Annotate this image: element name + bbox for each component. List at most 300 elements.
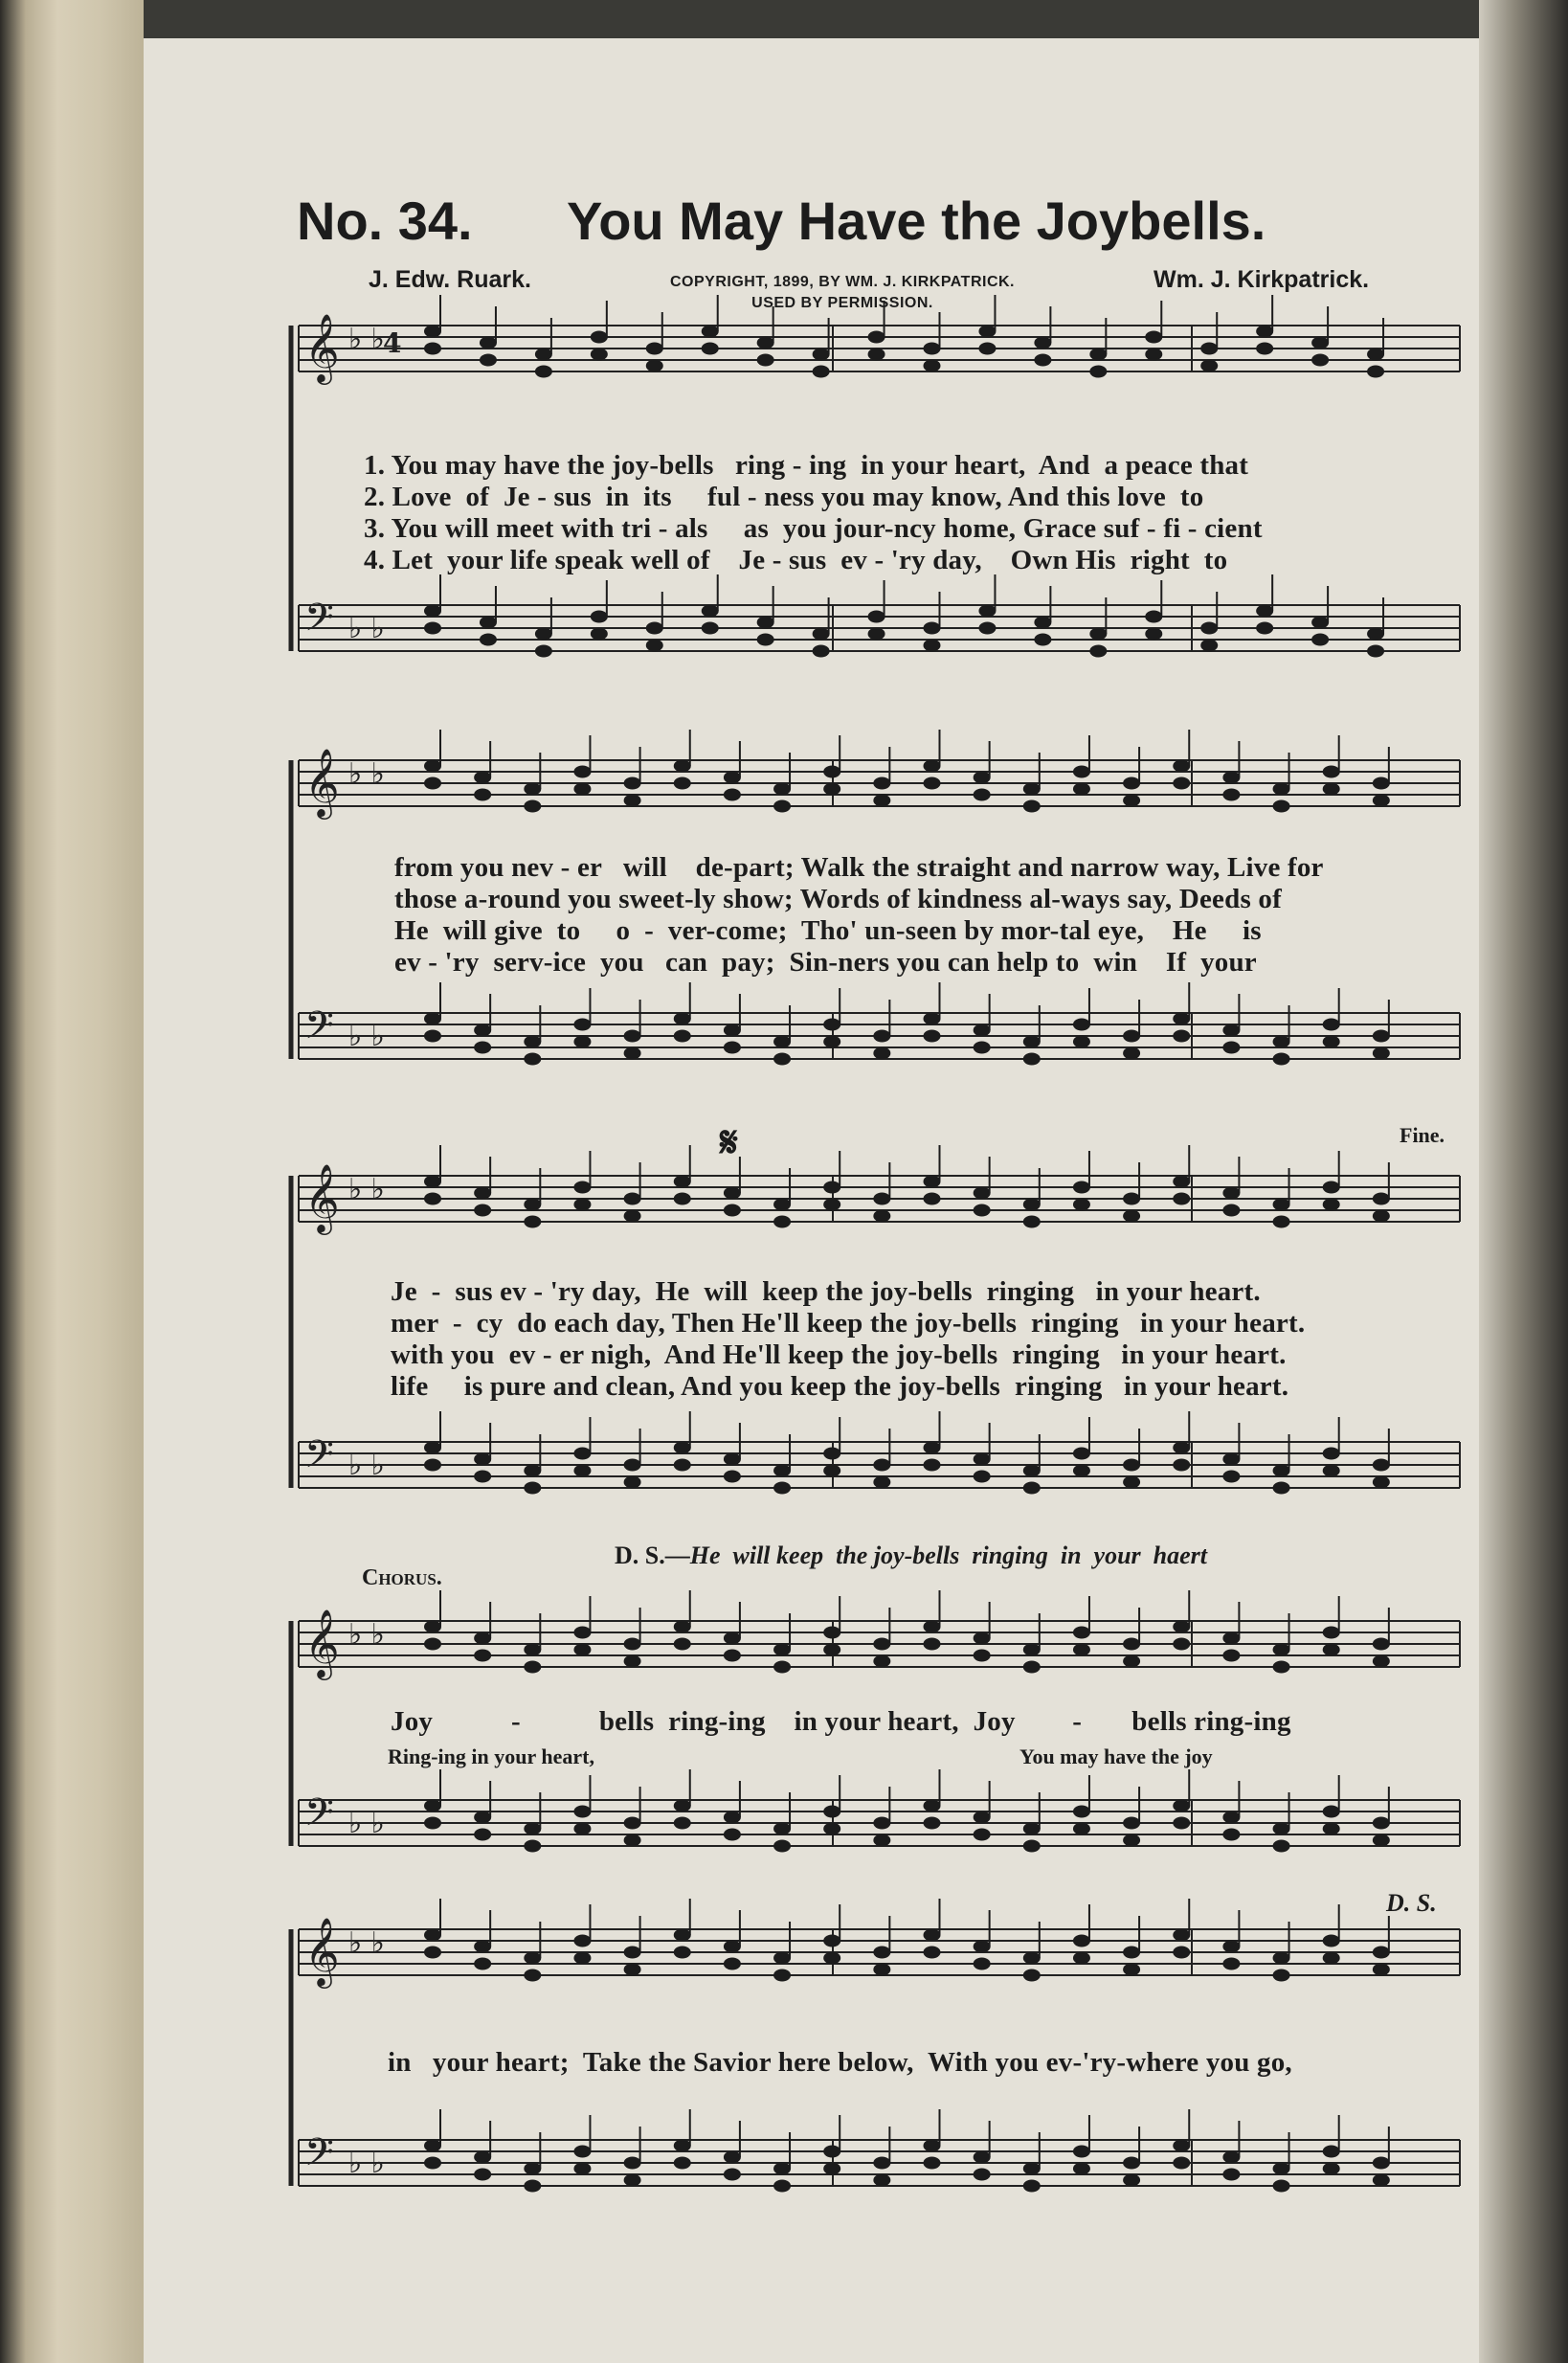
note-head — [624, 1817, 641, 1830]
note-head — [702, 605, 719, 618]
note-head — [1073, 2163, 1090, 2175]
note-head — [924, 760, 941, 773]
note-head — [524, 1840, 541, 1853]
note-head — [1373, 1834, 1390, 1847]
note-head — [1073, 1182, 1090, 1194]
note-head — [480, 337, 497, 349]
note-head — [474, 1829, 491, 1841]
note-head — [474, 1650, 491, 1662]
note-head — [823, 1952, 840, 1965]
note-head — [1123, 1476, 1140, 1489]
note-head — [524, 1199, 541, 1211]
note-head — [1023, 1216, 1041, 1228]
note-head — [1311, 337, 1329, 349]
note-head — [1073, 1823, 1090, 1835]
note-head — [823, 1935, 840, 1947]
note-head — [773, 1199, 791, 1211]
verse-2-line-3: mer - cy do each day, Then He'll keep the joy-bells ringing in your heart. — [391, 1308, 1306, 1339]
verse-4-line-1: 4. Let your life speak well of Je - sus ev - 'ry day, Own His right to — [364, 545, 1228, 575]
note-head — [702, 343, 719, 355]
note-head — [1173, 2140, 1190, 2152]
note-head — [1173, 1013, 1190, 1025]
note-head — [1145, 349, 1162, 361]
note-head — [1323, 1465, 1340, 1477]
note-head — [1034, 634, 1051, 646]
note-head — [1089, 366, 1107, 378]
chorus-label: Chorus. — [362, 1565, 442, 1590]
note-head — [823, 1627, 840, 1639]
note-head — [573, 1182, 591, 1194]
note-head — [1273, 1465, 1290, 1477]
note-head — [724, 1632, 741, 1645]
note-head — [1073, 1036, 1090, 1048]
segno-sign: 𝄋 — [720, 1119, 738, 1166]
note-head — [1273, 1482, 1290, 1495]
note-head — [823, 1823, 840, 1835]
treble-clef: 𝄞 — [304, 747, 340, 817]
dal-segno-instruction — [615, 1542, 1207, 1570]
note-head — [773, 1969, 791, 1982]
note-head — [1373, 1947, 1390, 1959]
note-head — [1023, 1823, 1041, 1835]
note-head — [624, 1947, 641, 1959]
note-head — [480, 354, 497, 367]
note-head — [1023, 1969, 1041, 1982]
note-head — [924, 1442, 941, 1454]
note-head — [1273, 1199, 1290, 1211]
note-head — [591, 349, 608, 361]
note-head — [1023, 1644, 1041, 1656]
note-head — [773, 783, 791, 796]
note-head — [1073, 783, 1090, 796]
note-head — [1373, 1655, 1390, 1668]
note-head — [573, 766, 591, 778]
note-head — [1222, 1812, 1240, 1824]
note-head — [1373, 1459, 1390, 1472]
note-head — [924, 1947, 941, 1959]
note-head — [624, 1210, 641, 1223]
verse-3-line-2: He will give to o - ver-come; Tho' un-seen by mor-tal eye, He is — [394, 915, 1262, 946]
note-head — [524, 1053, 541, 1066]
note-head — [1034, 617, 1051, 629]
note-head — [873, 777, 890, 790]
note-head — [424, 343, 441, 355]
note-head — [424, 1442, 441, 1454]
note-head — [724, 1187, 741, 1200]
note-head — [1323, 1644, 1340, 1656]
note-head — [573, 1199, 591, 1211]
note-head — [474, 1958, 491, 1970]
note-head — [978, 343, 996, 355]
note-head — [573, 1952, 591, 1965]
note-head — [573, 1823, 591, 1835]
note-head — [724, 1042, 741, 1054]
note-head — [424, 1193, 441, 1205]
note-head — [724, 772, 741, 784]
note-head — [724, 1829, 741, 1841]
note-head — [873, 1817, 890, 1830]
note-head — [974, 1632, 991, 1645]
note-head — [1323, 1019, 1340, 1031]
note-head — [480, 634, 497, 646]
note-head — [524, 1482, 541, 1495]
note-head — [424, 605, 441, 618]
note-head — [624, 1030, 641, 1043]
note-head — [535, 366, 552, 378]
alto-cue-lyric: Ring-ing in your heart, — [388, 1744, 594, 1768]
note-head — [524, 783, 541, 796]
key-signature-flats: ♭ ♭ — [348, 1926, 385, 1960]
note-head — [474, 1471, 491, 1483]
note-head — [724, 1471, 741, 1483]
note-head — [823, 1465, 840, 1477]
note-head — [873, 1476, 890, 1489]
note-head — [474, 772, 491, 784]
note-head — [823, 2146, 840, 2158]
note-head — [674, 2157, 691, 2170]
note-head — [702, 622, 719, 635]
note-head — [813, 645, 830, 658]
note-head — [1373, 2174, 1390, 2187]
note-head — [674, 777, 691, 790]
note-head — [1023, 1952, 1041, 1965]
note-head — [823, 1036, 840, 1048]
note-head — [974, 772, 991, 784]
note-head — [573, 783, 591, 796]
note-head — [1323, 1823, 1340, 1835]
note-head — [424, 1947, 441, 1959]
note-head — [924, 1013, 941, 1025]
note-head — [1200, 360, 1218, 372]
note-head — [978, 605, 996, 618]
note-head — [1222, 772, 1240, 784]
note-head — [974, 1829, 991, 1841]
fine-marking: Fine. — [1400, 1123, 1445, 1147]
note-head — [1173, 1817, 1190, 1830]
note-head — [724, 2151, 741, 2164]
note-head — [924, 1459, 941, 1472]
note-head — [974, 1958, 991, 1970]
copyright-line-2: USED BY PERMISSION. — [751, 295, 933, 311]
note-head — [1367, 349, 1384, 361]
bass-clef: 𝄢 — [304, 1003, 334, 1057]
note-head — [1323, 1935, 1340, 1947]
bass-clef: 𝄢 — [304, 1790, 334, 1844]
note-head — [524, 1823, 541, 1835]
note-head — [1023, 800, 1041, 813]
verse-1-line-1: 1. You may have the joy-bells ring - ing in your heart, And a peace that — [364, 450, 1249, 481]
note-head — [1123, 1047, 1140, 1060]
note-head — [1089, 628, 1107, 641]
note-head — [573, 1627, 591, 1639]
note-head — [1123, 1817, 1140, 1830]
note-head — [624, 1834, 641, 1847]
note-head — [674, 1013, 691, 1025]
note-head — [1323, 1448, 1340, 1460]
note-head — [757, 634, 774, 646]
note-head — [1173, 777, 1190, 790]
note-head — [1089, 645, 1107, 658]
note-head — [757, 354, 774, 367]
note-head — [823, 783, 840, 796]
note-head — [823, 1019, 840, 1031]
note-head — [1273, 1823, 1290, 1835]
note-head — [1173, 1947, 1190, 1959]
note-head — [424, 1638, 441, 1651]
note-head — [924, 777, 941, 790]
treble-clef: 𝄞 — [304, 1162, 340, 1232]
note-head — [474, 1204, 491, 1217]
key-signature-flats: ♭ ♭ — [348, 612, 385, 645]
note-head — [1073, 766, 1090, 778]
note-head — [591, 611, 608, 623]
note-head — [868, 349, 885, 361]
note-head — [978, 622, 996, 635]
note-head — [974, 2151, 991, 2164]
note-head — [1273, 1053, 1290, 1066]
note-head — [1323, 1627, 1340, 1639]
note-head — [474, 2169, 491, 2181]
note-head — [1273, 800, 1290, 813]
note-head — [702, 326, 719, 338]
note-head — [773, 2180, 791, 2193]
note-head — [1023, 1053, 1041, 1066]
note-head — [646, 622, 663, 635]
note-head — [1323, 2163, 1340, 2175]
note-head — [1123, 1638, 1140, 1651]
note-head — [1200, 343, 1218, 355]
note-head — [773, 1823, 791, 1835]
key-signature-flats: ♭ ♭ — [348, 1020, 385, 1053]
note-head — [424, 1800, 441, 1812]
note-head — [646, 640, 663, 652]
ds-end-marking: D. S. — [1386, 1889, 1437, 1917]
note-head — [674, 1621, 691, 1633]
note-head — [1273, 1952, 1290, 1965]
note-head — [724, 1812, 741, 1824]
note-head — [424, 1176, 441, 1188]
note-head — [1145, 611, 1162, 623]
note-head — [1123, 2157, 1140, 2170]
note-head — [974, 1453, 991, 1466]
note-head — [1073, 2146, 1090, 2158]
note-head — [1222, 789, 1240, 801]
note-head — [873, 2157, 890, 2170]
bass-clef: 𝄢 — [304, 2130, 334, 2184]
copyright-line-1: COPYRIGHT, 1899, BY WM. J. KIRKPATRICK. — [670, 274, 1015, 290]
note-head — [724, 1024, 741, 1037]
note-head — [1273, 2163, 1290, 2175]
note-head — [1123, 1210, 1140, 1223]
note-head — [535, 645, 552, 658]
note-head — [674, 1929, 691, 1942]
note-head — [1373, 1638, 1390, 1651]
note-head — [624, 1476, 641, 1489]
note-head — [924, 1193, 941, 1205]
note-head — [1145, 331, 1162, 344]
note-head — [724, 1453, 741, 1466]
note-head — [1123, 1030, 1140, 1043]
note-head — [1222, 1471, 1240, 1483]
note-head — [524, 800, 541, 813]
note-head — [974, 1187, 991, 1200]
note-head — [1373, 1030, 1390, 1043]
verse-4-line-3: life is pure and clean, And you keep the joy-bells ringing in your heart. — [391, 1371, 1289, 1402]
note-head — [823, 1199, 840, 1211]
note-head — [624, 1655, 641, 1668]
verse-2-line-2: those a-round you sweet-ly show; Words of kindness al-ways say, Deeds of — [394, 884, 1282, 914]
note-head — [424, 1929, 441, 1942]
note-head — [773, 1036, 791, 1048]
note-head — [674, 1193, 691, 1205]
bass-clef: 𝄢 — [304, 596, 334, 649]
note-head — [974, 2169, 991, 2181]
note-head — [524, 2163, 541, 2175]
note-head — [813, 628, 830, 641]
note-head — [624, 2157, 641, 2170]
hymn-title: You May Have the Joybells. — [567, 191, 1266, 251]
note-head — [1373, 1193, 1390, 1205]
note-head — [624, 1193, 641, 1205]
note-head — [1073, 1448, 1090, 1460]
note-head — [1367, 366, 1384, 378]
note-head — [974, 789, 991, 801]
note-head — [1367, 628, 1384, 641]
note-head — [524, 1644, 541, 1656]
note-head — [873, 1964, 890, 1976]
note-head — [1173, 1030, 1190, 1043]
note-head — [1023, 1199, 1041, 1211]
note-head — [1367, 645, 1384, 658]
note-head — [573, 1448, 591, 1460]
note-head — [1123, 1964, 1140, 1976]
note-head — [823, 766, 840, 778]
note-head — [1373, 795, 1390, 807]
note-head — [573, 2163, 591, 2175]
note-head — [674, 1947, 691, 1959]
note-head — [823, 1806, 840, 1818]
key-signature-flats: ♭ ♭ — [348, 1173, 385, 1206]
note-head — [573, 1935, 591, 1947]
note-head — [424, 1459, 441, 1472]
note-head — [924, 1638, 941, 1651]
note-head — [646, 343, 663, 355]
note-head — [974, 1650, 991, 1662]
note-head — [674, 1442, 691, 1454]
note-head — [674, 1800, 691, 1812]
note-head — [724, 1204, 741, 1217]
note-head — [424, 1621, 441, 1633]
note-head — [1273, 1216, 1290, 1228]
note-head — [573, 1465, 591, 1477]
note-head — [1034, 354, 1051, 367]
note-head — [1323, 2146, 1340, 2158]
note-head — [1073, 1806, 1090, 1818]
note-head — [924, 1929, 941, 1942]
note-head — [1373, 777, 1390, 790]
note-head — [773, 1661, 791, 1674]
composer-credit: Wm. J. Kirkpatrick. — [1154, 266, 1370, 293]
note-head — [1273, 783, 1290, 796]
note-head — [474, 1187, 491, 1200]
note-head — [724, 1958, 741, 1970]
note-head — [474, 1024, 491, 1037]
note-head — [1222, 1042, 1240, 1054]
note-head — [868, 628, 885, 641]
note-head — [573, 1806, 591, 1818]
note-head — [1089, 349, 1107, 361]
note-head — [524, 1036, 541, 1048]
note-head — [1222, 1187, 1240, 1200]
note-head — [1023, 783, 1041, 796]
note-head — [524, 1465, 541, 1477]
note-head — [1034, 337, 1051, 349]
note-head — [773, 1053, 791, 1066]
note-head — [1023, 1036, 1041, 1048]
note-head — [1323, 1036, 1340, 1048]
note-head — [1323, 1952, 1340, 1965]
note-head — [1323, 783, 1340, 796]
note-head — [823, 1448, 840, 1460]
note-head — [873, 1834, 890, 1847]
note-head — [724, 2169, 741, 2181]
note-head — [1123, 1459, 1140, 1472]
note-head — [1023, 2163, 1041, 2175]
treble-clef: 𝄞 — [304, 1916, 340, 1986]
note-head — [674, 760, 691, 773]
note-head — [1273, 1969, 1290, 1982]
note-head — [1222, 1829, 1240, 1841]
note-head — [1311, 617, 1329, 629]
note-head — [1323, 766, 1340, 778]
note-head — [1311, 354, 1329, 367]
note-head — [674, 1638, 691, 1651]
note-head — [1145, 628, 1162, 641]
note-head — [1373, 1817, 1390, 1830]
chorus-lyric-line-2: in your heart; Take the Savior here below, With you ev-'ry-where you go, — [388, 2047, 1292, 2078]
note-head — [924, 2140, 941, 2152]
note-head — [1222, 1941, 1240, 1953]
note-head — [573, 1036, 591, 1048]
note-head — [924, 1176, 941, 1188]
note-head — [1273, 1840, 1290, 1853]
note-head — [1373, 1964, 1390, 1976]
note-head — [813, 349, 830, 361]
note-head — [773, 1465, 791, 1477]
note-head — [524, 1952, 541, 1965]
note-head — [1256, 622, 1273, 635]
note-head — [573, 1644, 591, 1656]
note-head — [524, 1969, 541, 1982]
note-head — [974, 1941, 991, 1953]
note-head — [873, 1047, 890, 1060]
note-head — [1173, 1638, 1190, 1651]
note-head — [1073, 1627, 1090, 1639]
note-head — [424, 777, 441, 790]
key-signature-flats: ♭ ♭ — [348, 1618, 385, 1652]
ds-label: D. S.— — [615, 1542, 690, 1569]
note-head — [524, 2180, 541, 2193]
note-head — [974, 1812, 991, 1824]
note-head — [873, 1030, 890, 1043]
note-head — [873, 1947, 890, 1959]
key-signature-flats: ♭ ♭ — [348, 1807, 385, 1840]
verse-3-line-3: with you ev - er nigh, And He'll keep the joy-bells ringing in your heart. — [391, 1339, 1287, 1370]
verse-2-line-1: 2. Love of Je - sus in its ful - ness you may know, And this love to — [364, 482, 1204, 512]
note-head — [1023, 1465, 1041, 1477]
note-head — [773, 1952, 791, 1965]
note-head — [1023, 1482, 1041, 1495]
